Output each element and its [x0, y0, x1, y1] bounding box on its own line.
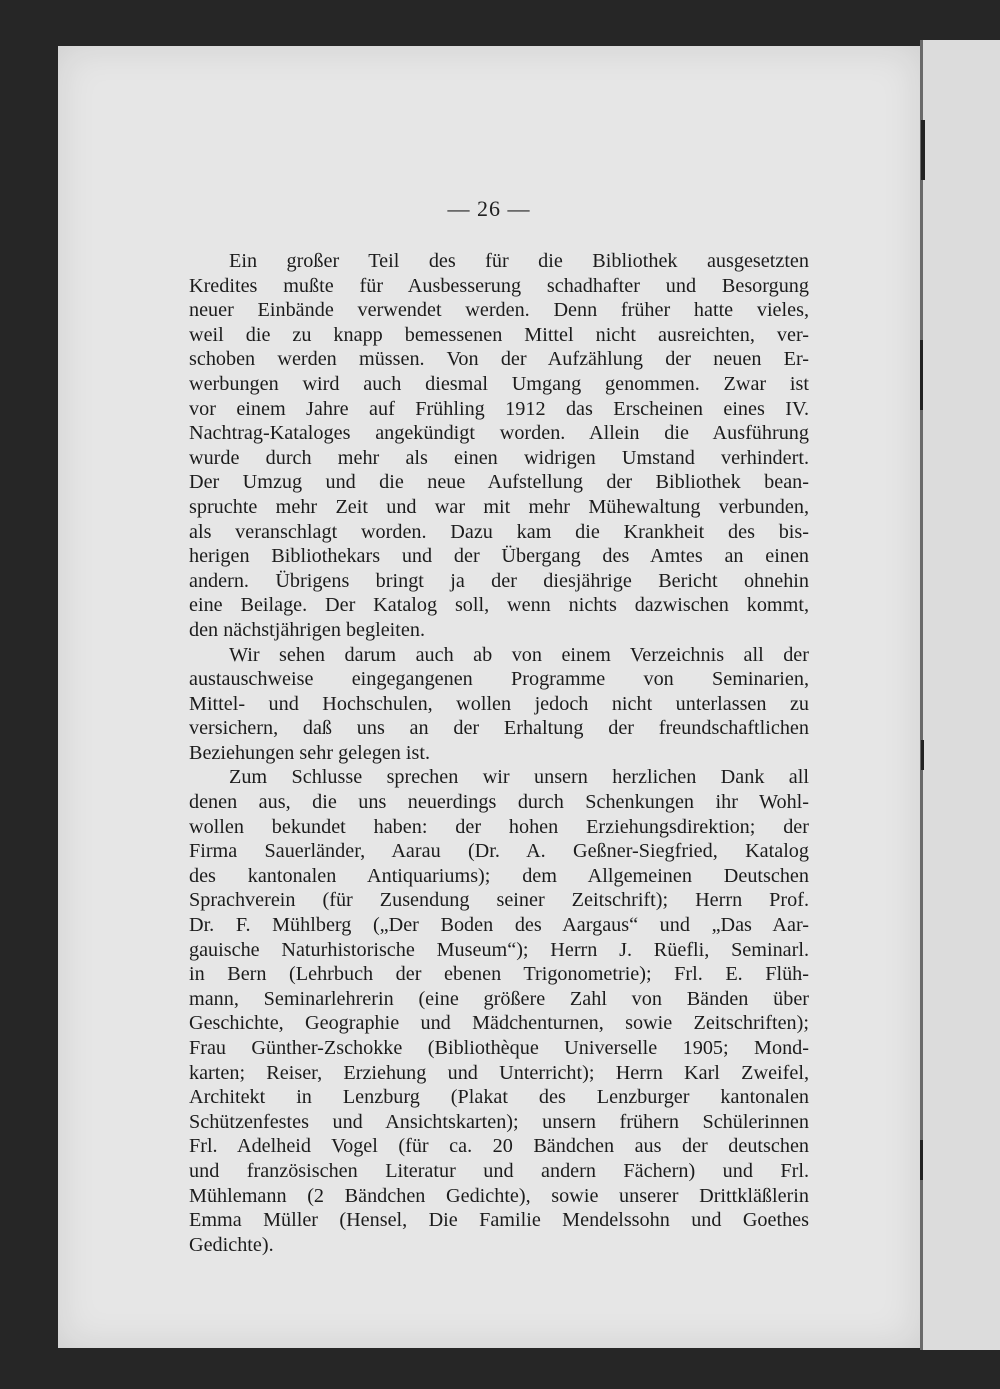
page-number: — 26 —	[447, 196, 531, 221]
text-line: weil die zu knapp bemessenen Mittel nicht ausreichten, ver-	[189, 323, 809, 346]
text-line: Ein großer Teil des für die Bibliothek ausgesetzten	[229, 250, 809, 272]
text-line: Mühlemann (2 Bändchen Gedichte), sowie unserer Drittkläßlerin	[189, 1184, 809, 1207]
text-line: Sprachverein (für Zusendung seiner Zeitschrift); Herrn Prof.	[189, 889, 809, 912]
text-line: vor einem Jahre auf Frühling 1912 das Erscheinen eines IV.	[189, 397, 809, 420]
text-line: Der Umzug und die neue Aufstellung der Bibliothek bean-	[189, 471, 809, 494]
text-line: Nachtrag-Kataloges angekündigt worden. Allein die Ausführung	[189, 422, 809, 445]
text-line: Frl. Adelheid Vogel (für ca. 20 Bändchen aus der deutschen	[189, 1135, 809, 1158]
text-line: des kantonalen Antiquariums); dem Allgemeinen Deutschen	[189, 864, 809, 887]
text-line: versichern, daß uns an der Erhaltung der freundschaftlichen	[189, 717, 809, 740]
paragraph-2	[189, 643, 809, 766]
text-line: und französischen Literatur und andern Fächern) und Frl.	[189, 1159, 809, 1182]
text-line: Architekt in Lenzburg (Plakat des Lenzburger kantonalen	[189, 1086, 809, 1109]
document-page	[58, 46, 920, 1348]
text-line: herigen Bibliothekars und der Übergang des Amtes an einen	[189, 545, 809, 568]
text-line: Schützenfestes und Ansichtskarten); unsern frühern Schülerinnen	[189, 1110, 809, 1133]
text-line: Beziehungen sehr gelegen ist.	[189, 741, 431, 764]
edge-mark	[921, 740, 924, 770]
text-line: spruchte mehr Zeit und war mit mehr Mühewaltung verbunden,	[189, 495, 809, 518]
text-line: Geschichte, Geographie und Mädchenturnen, sowie Zeitschriften);	[189, 1012, 809, 1035]
text-line: als veranschlagt worden. Dazu kam die Krankheit des bis-	[189, 520, 809, 543]
text-line: neuer Einbände verwendet werden. Denn früher hatte vieles,	[189, 299, 809, 322]
edge-mark	[921, 120, 925, 180]
text-line: austauschweise eingegangenen Programme von Seminarien,	[189, 668, 809, 691]
text-line: schoben werden müssen. Von der Aufzählung der neuen Er-	[189, 348, 809, 371]
text-line: gauische Naturhistorische Museum“); Herrn J. Rüefli, Seminarl.	[189, 938, 809, 961]
text-line: andern. Übrigens bringt ja der diesjährige Bericht ohnehin	[189, 569, 809, 592]
text-line: Frau Günther-Zschokke (Bibliothèque Universelle 1905; Mond-	[189, 1037, 809, 1059]
text-line: wollen bekundet haben: der hohen Erziehungsdirektion; der	[189, 815, 809, 838]
text-line: Zum Schlusse sprechen wir unsern herzlichen Dank all	[229, 766, 809, 789]
text-line: den nächstjährigen begleiten.	[189, 618, 425, 641]
adjacent-page-edge	[920, 40, 1000, 1350]
text-line: mann, Seminarlehrerin (eine größere Zahl von Bänden über	[189, 987, 809, 1010]
text-line: denen aus, die uns neuerdings durch Schenkungen ihr Wohl-	[189, 791, 809, 814]
text-line: Gedichte).	[189, 1233, 274, 1256]
text-line: Emma Müller (Hensel, Die Familie Mendelssohn und Goethes	[189, 1209, 809, 1232]
text-line: karten; Reiser, Erziehung und Unterricht); Herrn Karl Zweifel,	[189, 1061, 809, 1084]
edge-mark	[920, 340, 923, 410]
text-line: eine Beilage. Der Katalog soll, wenn nichts dazwischen kommt,	[189, 594, 809, 617]
text-line: Firma Sauerländer, Aarau (Dr. A. Geßner-Siegfried, Katalog	[189, 840, 809, 863]
text-line: werbungen wird auch diesmal Umgang genommen. Zwar ist	[189, 372, 809, 395]
text-line: Dr. F. Mühlberg („Der Boden des Aargaus“ und „Das Aar-	[189, 914, 809, 937]
text-line: in Bern (Lehrbuch der ebenen Trigonometrie); Frl. E. Flüh-	[189, 963, 809, 986]
text-line: Wir sehen darum auch ab von einem Verzeichnis all der	[229, 643, 809, 666]
paragraph-3	[189, 765, 809, 1257]
text-line: wurde durch mehr als einen widrigen Umstand verhindert.	[189, 446, 809, 469]
body-text	[189, 249, 809, 1257]
paragraph-1	[189, 249, 809, 643]
text-line: Kredites mußte für Ausbesserung schadhafter und Besorgung	[189, 274, 809, 297]
text-line: Mittel- und Hochschulen, wollen jedoch nicht unterlassen zu	[189, 692, 809, 715]
edge-mark	[920, 1140, 923, 1180]
